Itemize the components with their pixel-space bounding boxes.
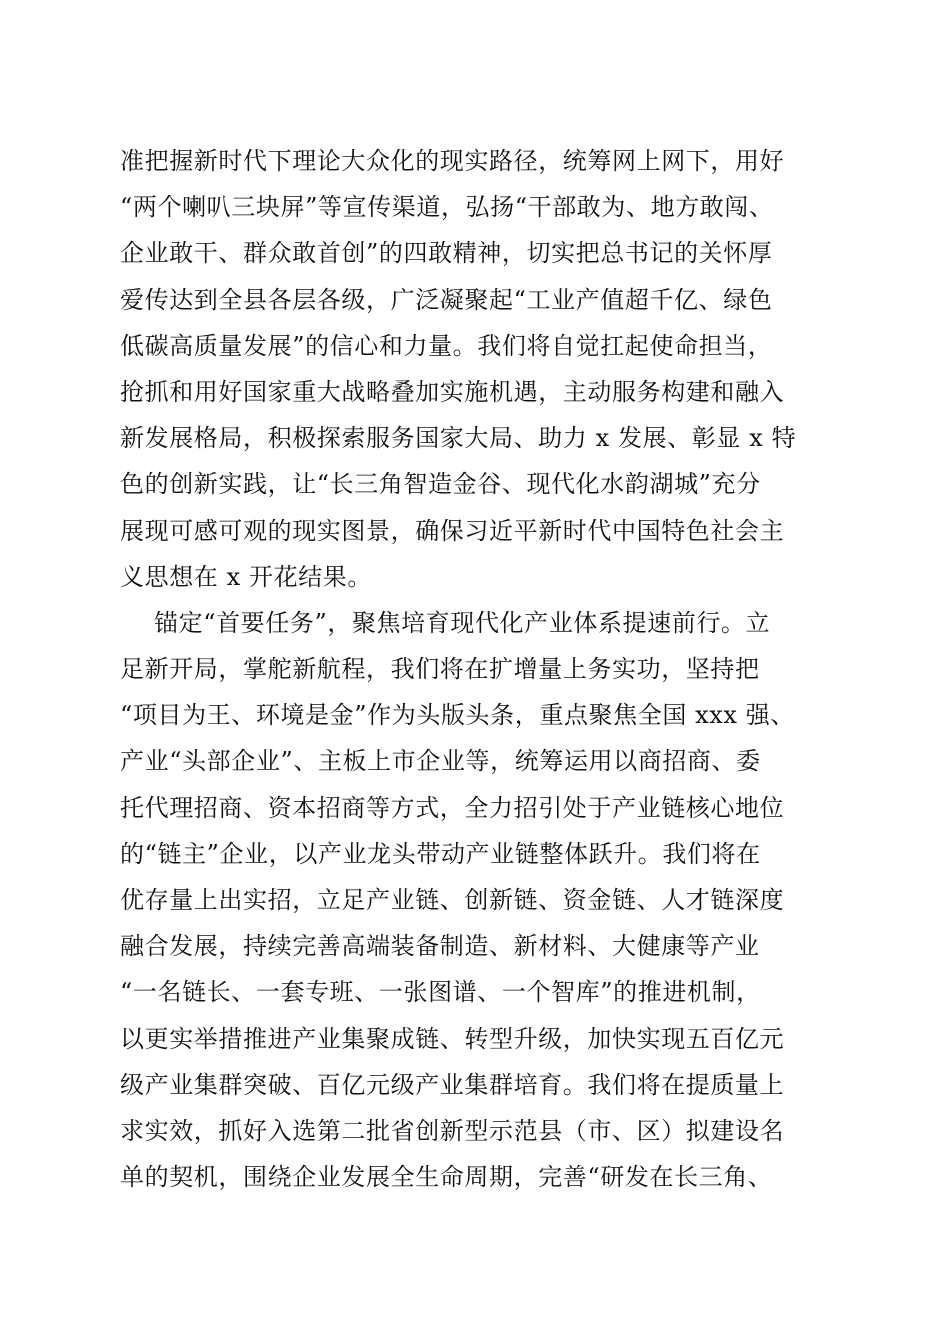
text-line: 展现可感可观的现实图景，确保习近平新时代中国特色社会主 (120, 516, 785, 545)
body-text (120, 138, 840, 1200)
text-line: 的“链主”企业，以产业龙头带动产业链整体跃升。我们将在 (120, 839, 761, 868)
text-line: “项目为王、环境是金”作为头版头条，重点聚焦全国 xxx 强、 (120, 701, 796, 730)
text-line: 色的创新实践，让“长三角智造金谷、现代化水韵湖城”充分 (120, 470, 761, 499)
paragraph-start-line: 锚定“首要任务”，聚焦培育现代化产业体系提速前行。立 (154, 608, 771, 637)
text-line: 融合发展，持续完善高端装备制造、新材料、大健康等产业 (120, 932, 760, 961)
text-line: 产业“头部企业”、主板上市企业等，统筹运用以商招商、委 (120, 747, 761, 776)
text-line: 托代理招商、资本招商等方式，全力招引处于产业链核心地位 (120, 793, 785, 822)
text-line: 以更实举措推进产业集聚成链、转型升级，加快实现五百亿元 (120, 1024, 785, 1053)
text-line: 企业敢干、群众敢首创”的四敢精神，切实把总书记的关怀厚 (120, 239, 773, 268)
text-line: 准把握新时代下理论大众化的现实路径，统筹网上网下，用好 (120, 147, 785, 175)
text-line: 抢抓和用好国家重大战略叠加实施机遇，主动服务构建和融入 (120, 377, 785, 406)
text-line: 单的契机，围绕企业发展全生命周期，完善“研发在长三角、 (120, 1163, 773, 1192)
text-line: 优存量上出实招，立足产业链、创新链、资金链、人才链深度 (120, 886, 785, 914)
text-line: 级产业集群突破、百亿元级产业集群培育。我们将在提质量上 (120, 1070, 785, 1099)
text-line: 爱传达到全县各层各级，广泛凝聚起“工业产值超千亿、绿色 (120, 285, 773, 314)
text-line: 新发展格局，积极探索服务国家大局、助力 x 发展、彰显 x 特 (120, 424, 797, 453)
text-line: “两个喇叭三块屏”等宣传渠道，弘扬“干部敢为、地方敢闯、 (120, 193, 774, 222)
text-line: “一名链长、一套专班、一张图谱、一个智库”的推进机制， (120, 978, 761, 1007)
text-line: 低碳高质量发展”的信心和力量。我们将自觉扛起使命担当， (120, 331, 773, 360)
text-line: 义思想在 x 开花结果。 (120, 562, 372, 591)
text-line: 求实效，抓好入选第二批省创新型示范县（市、区）拟建设名 (120, 1116, 785, 1145)
text-line: 足新开局，掌舵新航程，我们将在扩增量上务实功，坚持把 (120, 655, 760, 684)
